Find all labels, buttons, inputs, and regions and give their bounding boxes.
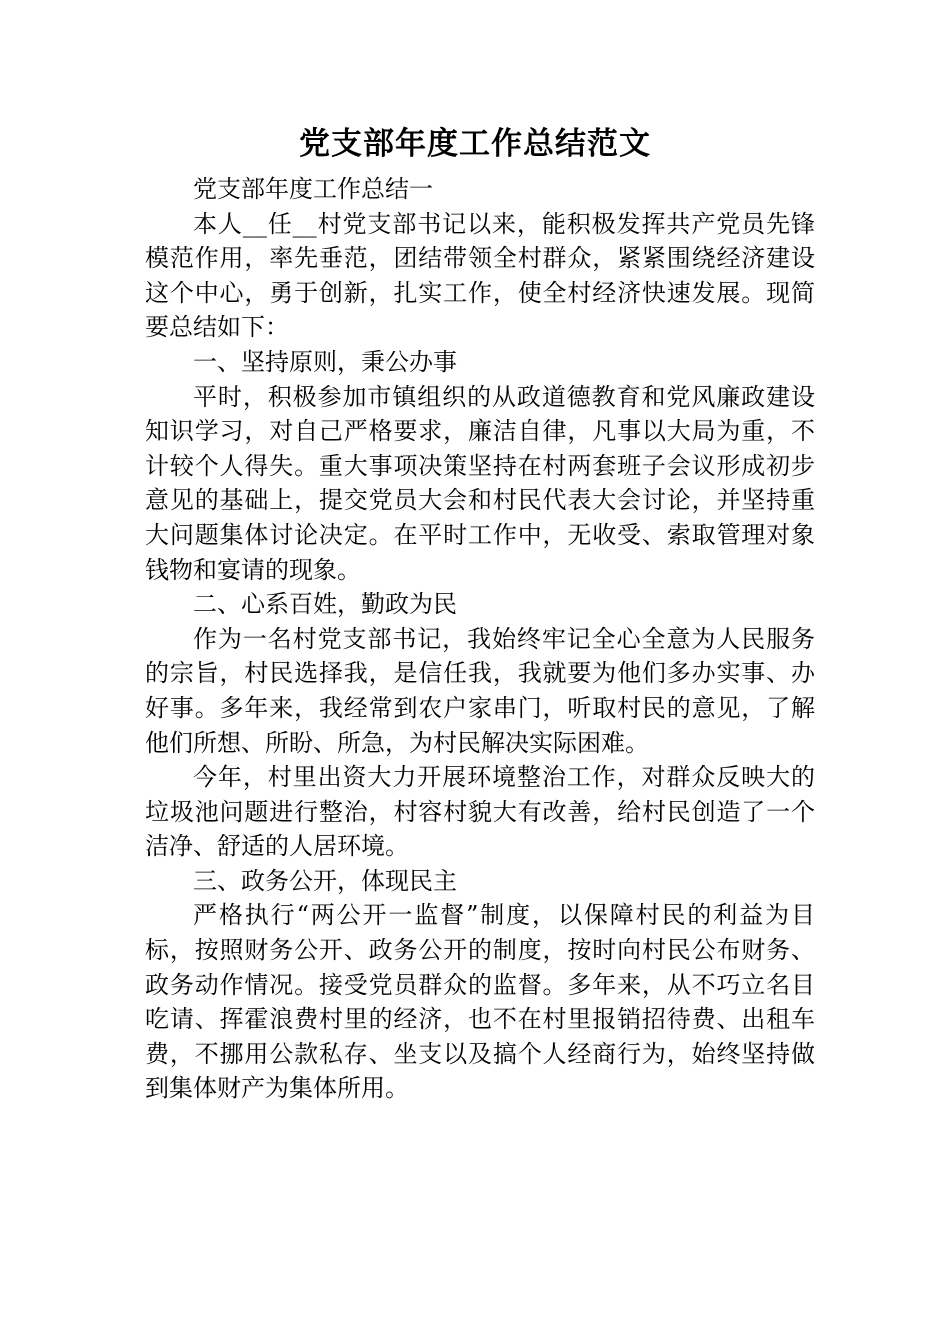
paragraph-section-2b: 今年，村里出资大力开展环境整治工作，对群众反映大的垃圾池问题进行整治，村容村貌大有改善，给村民创造了一个洁净、舒适的人居环境。 xyxy=(145,763,815,861)
paragraph-section-3: 严格执行“两公开一监督”制度，以保障村民的利益为目标，按照财务公开、政务公开的制度，按时向村民公布财务、政务动作情况。接受党员群众的监督。多年来，从不巧立名目吃请、挥霍浪费村里的经济，也不在村里报销招待费、出租车费，不挪用公款私存、坐支以及搞个人经商行为，始终坚持做到集体财产为集体所用。 xyxy=(145,901,815,1103)
document-title: 党支部年度工作总结范文 xyxy=(299,126,651,162)
paragraph-intro: 本人__任__村党支部书记以来，能积极发挥共产党员先锋模范作用，率先垂范，团结带领全村群众，紧紧围绕经济建设这个中心，勇于创新，扎实工作，使全村经济快速发展。现简要总结如下： xyxy=(145,209,815,342)
section-heading-3: 三、政务公开，体现民主 xyxy=(193,866,457,895)
document-body xyxy=(145,172,815,1106)
section-heading-1: 一、坚持原则，秉公办事 xyxy=(193,347,457,376)
section-heading-2: 二、心系百姓，勤政为民 xyxy=(193,590,457,619)
paragraph-section-1: 平时，积极参加市镇组织的从政道德教育和党风廉政建设知识学习，对自己严格要求，廉洁自律，凡事以大局为重，不计较个人得失。重大事项决策坚持在村两套班子会议形成初步意见的基础上，提交党员大会和村民代表大会讨论，并坚持重大问题集体讨论决定。在平时工作中，无收受、索取管理对象钱物和宴请的现象。 xyxy=(145,382,815,584)
paragraph-section-2a: 作为一名村党支部书记，我始终牢记全心全意为人民服务的宗旨，村民选择我，是信任我，我就要为他们多办实事、办好事。多年来，我经常到农户家串门，听取村民的意见，了解他们所想、所盼、所急，为村民解决实际困难。 xyxy=(145,624,815,757)
paragraph-subtitle: 党支部年度工作总结一 xyxy=(193,175,433,203)
